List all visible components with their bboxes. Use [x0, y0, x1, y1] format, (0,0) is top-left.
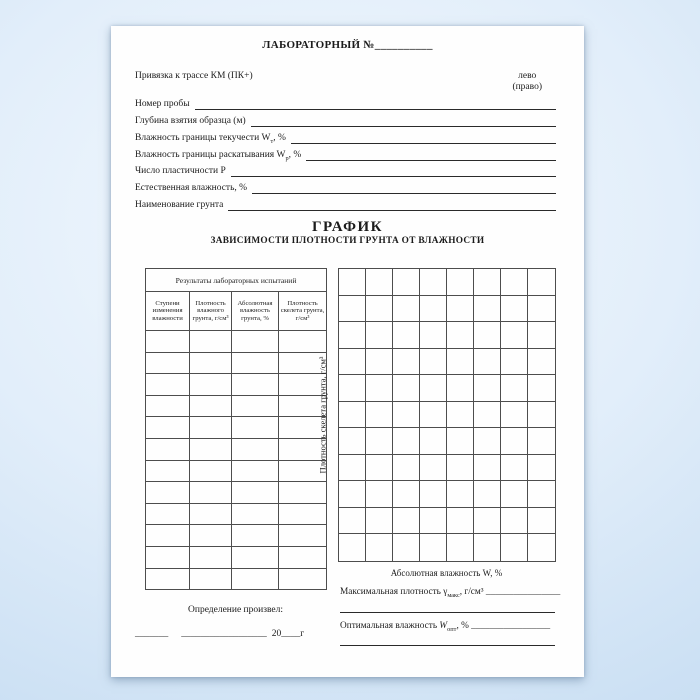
graph-grid-cell [447, 296, 474, 323]
field-natural-moisture [135, 177, 556, 194]
blank-line: ________________ [485, 587, 561, 597]
graph-grid-cell [420, 375, 447, 402]
graph-grid-cell [474, 269, 501, 296]
field-label: Влажность границы текучести $W_т$, % [135, 132, 286, 145]
graph-grid-cell [420, 269, 447, 296]
graph-grid-cell [501, 269, 528, 296]
col-header-wet-density: Плотность влажного грунта, г/см³ [190, 292, 232, 331]
blank-line [306, 160, 556, 161]
graph-subtitle: ЗАВИСИМОСТИ ПЛОТНОСТИ ГРУНТА ОТ ВЛАЖНОСТИ [210, 236, 485, 246]
graph-grid-cell [528, 349, 555, 376]
table-row [146, 525, 327, 547]
graph-grid [338, 268, 556, 562]
graph-grid-cell [393, 349, 420, 376]
graph-grid-cell [393, 375, 420, 402]
graph-grid-cell [393, 296, 420, 323]
graph-grid-cell [447, 269, 474, 296]
graph-grid-cell [339, 428, 366, 455]
form-title [111, 39, 584, 51]
graph-grid-cell [420, 322, 447, 349]
blank-line [340, 645, 555, 646]
optimal-moisture-field: Оптимальная влажность $W_{опт}$, % _________________ [340, 621, 551, 633]
graph-grid-cell [528, 534, 555, 561]
graph-grid-cell [528, 455, 555, 482]
graph-grid-cell [501, 402, 528, 429]
blank-line [228, 210, 556, 211]
graph-grid-cell [474, 455, 501, 482]
field-label: Естественная влажность, % [135, 183, 248, 194]
graph-grid-cell [501, 508, 528, 535]
table-row [146, 417, 327, 439]
graph-grid-cell [420, 534, 447, 561]
side-left-label: лево [518, 71, 537, 81]
graph-grid-cell [501, 296, 528, 323]
graph-grid-cell [474, 322, 501, 349]
graph-heading [111, 219, 584, 247]
graph-grid-cell [447, 349, 474, 376]
x-axis-label: Абсолютная влажность W, % [390, 568, 503, 578]
graph-grid-cell [339, 455, 366, 482]
blank-line [231, 176, 556, 177]
year-blank: ____ [281, 629, 301, 639]
side-indicator [512, 71, 542, 92]
table-row [146, 352, 327, 374]
field-label: Число пластичности Р [135, 166, 226, 177]
determiner-caption: Определение произвел: [188, 605, 283, 615]
graph-grid-cell [447, 428, 474, 455]
graph-grid-cell [366, 481, 393, 508]
graph-grid-cell [366, 455, 393, 482]
graph-grid-cell [393, 322, 420, 349]
graph-grid-cell [420, 402, 447, 429]
col-header-absolute-moisture: Абсолютная влажность грунта, % [232, 292, 279, 331]
blank-line: _________________ [471, 621, 551, 631]
graph-grid-cell [501, 349, 528, 376]
graph-grid-cell [366, 402, 393, 429]
form-fields [135, 93, 556, 211]
field-liquid-limit [135, 127, 556, 144]
side-right-label: (право) [512, 81, 542, 92]
signature-blank: __________________ [181, 629, 267, 639]
graph-grid-cell [528, 428, 555, 455]
graph-grid-cell [474, 402, 501, 429]
table-row [146, 482, 327, 504]
graph-grid-cell [501, 481, 528, 508]
graph-grid-cell [393, 508, 420, 535]
graph-grid-cell [447, 508, 474, 535]
blank-line [340, 612, 555, 613]
graph-grid-cell [339, 375, 366, 402]
field-soil-name [135, 194, 556, 211]
graph-grid-cell [366, 322, 393, 349]
graph-grid-cell [447, 375, 474, 402]
graph-grid-cell [420, 349, 447, 376]
graph-grid-cell [366, 534, 393, 561]
table-row [146, 546, 327, 568]
graph-grid-cell [420, 428, 447, 455]
graph-grid-cell [393, 428, 420, 455]
graph-grid-cell [393, 534, 420, 561]
graph-grid-cell [501, 534, 528, 561]
graph-grid-cell [366, 375, 393, 402]
graph-grid-cell [501, 455, 528, 482]
graph-grid-cell [474, 375, 501, 402]
graph-grid-cell [447, 322, 474, 349]
graph-grid-cell [339, 402, 366, 429]
graph-grid-cell [474, 508, 501, 535]
col-header-moisture-steps: Ступени изменения влажности [146, 292, 190, 331]
graph-grid-cell [474, 481, 501, 508]
graph-grid-cell [366, 508, 393, 535]
field-sampling-depth [135, 110, 556, 127]
graph-grid-cell [339, 296, 366, 323]
graph-grid-cell [447, 455, 474, 482]
field-plastic-limit [135, 144, 556, 161]
graph-grid-cell [339, 508, 366, 535]
field-label: Глубина взятия образца (м) [135, 115, 246, 126]
graph-section [111, 268, 584, 677]
graph-grid-cell [420, 455, 447, 482]
graph-grid-cell [528, 296, 555, 323]
form-number-blank: __________ [374, 39, 433, 51]
graph-grid-cell [447, 402, 474, 429]
graph-grid-cell [528, 508, 555, 535]
lab-form-page [111, 26, 584, 677]
results-table-header-row [146, 292, 327, 331]
table-row [146, 568, 327, 590]
route-binding-label: Привязка к трассе КМ (ПК+) [135, 71, 253, 81]
blank-line [251, 126, 556, 127]
graph-grid-cell [501, 428, 528, 455]
graph-grid-cell [420, 481, 447, 508]
graph-grid-cell [528, 269, 555, 296]
graph-grid-cell [447, 534, 474, 561]
signature-blank: _______ [135, 629, 169, 639]
graph-grid-cell [474, 534, 501, 561]
graph-grid-cell [447, 481, 474, 508]
graph-title: ГРАФИК [311, 219, 384, 235]
graph-grid-cell [339, 269, 366, 296]
graph-grid-cell [528, 481, 555, 508]
graph-grid-cell [420, 508, 447, 535]
blank-line [252, 193, 556, 194]
graph-grid-cell [501, 322, 528, 349]
field-label: Наименование грунта [135, 200, 224, 211]
graph-grid-cell [393, 402, 420, 429]
route-binding-row [135, 71, 542, 92]
graph-grid-cell [501, 375, 528, 402]
graph-grid-cell [366, 296, 393, 323]
graph-grid-cell [339, 481, 366, 508]
graph-grid-cell [339, 534, 366, 561]
max-density-field: Максимальная плотность $\gamma_{макс}$, г/см³ ________________ [340, 587, 561, 599]
graph-grid-cell [474, 349, 501, 376]
graph-grid-cell [420, 296, 447, 323]
graph-grid-cell [393, 455, 420, 482]
graph-grid-cell [474, 428, 501, 455]
results-table-title: Результаты лабораторных испытаний [146, 269, 327, 292]
graph-grid-cell [393, 481, 420, 508]
graph-grid-cell [339, 322, 366, 349]
field-sample-number [135, 93, 556, 110]
table-row [146, 460, 327, 482]
blank-line [195, 109, 556, 110]
graph-grid-cell [366, 349, 393, 376]
signature-row [135, 629, 304, 639]
graph-grid-cell [528, 375, 555, 402]
table-row [146, 331, 327, 353]
graph-grid-cell [366, 269, 393, 296]
field-plasticity-index [135, 161, 556, 178]
form-title-label: ЛАБОРАТОРНЫЙ № [262, 39, 375, 51]
graph-grid-cell [366, 428, 393, 455]
field-label: Влажность границы раскатывания $W_р$, % [135, 149, 302, 162]
graph-grid-cell [393, 269, 420, 296]
blank-line [291, 143, 556, 144]
table-row [146, 395, 327, 417]
graph-grid-cell [474, 296, 501, 323]
graph-grid-cell [528, 322, 555, 349]
table-row [146, 503, 327, 525]
table-row [146, 438, 327, 460]
col-header-skeleton-density: Плотность скелета грунта, г/см³ [279, 292, 327, 331]
field-label: Номер пробы [135, 98, 190, 109]
year-prefix: 20 [271, 629, 282, 639]
graph-grid-cell [528, 402, 555, 429]
graph-grid-cell [339, 349, 366, 376]
table-row [146, 374, 327, 396]
y-axis-label: Плотность скелета грунта, г/см³ [317, 356, 328, 474]
year-suffix: г [300, 629, 305, 639]
lab-results-table [145, 268, 327, 590]
